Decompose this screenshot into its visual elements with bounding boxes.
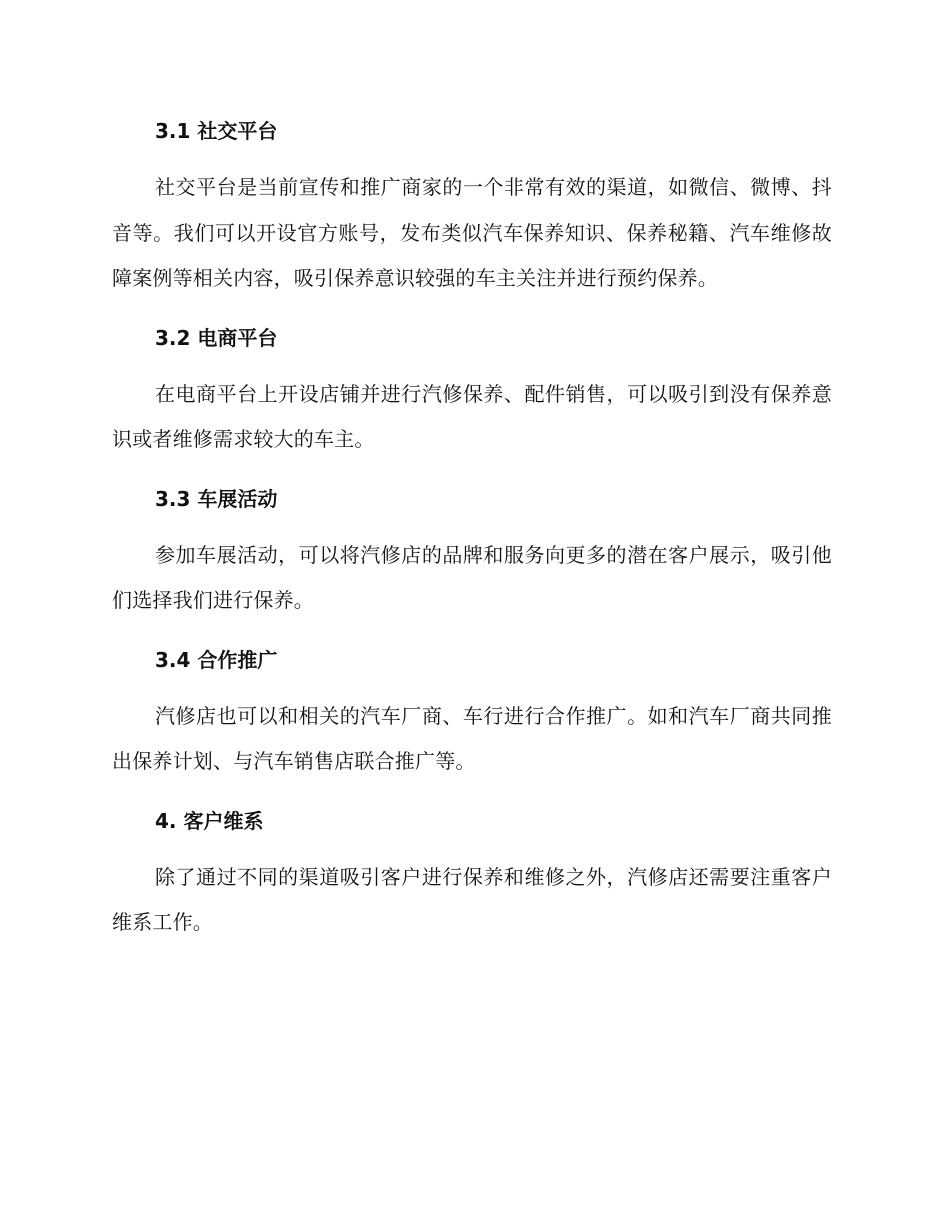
section-body-auto-show: 参加车展活动，可以将汽修店的品牌和服务向更多的潜在客户展示，吸引他们选择我们进行保养。 [112, 542, 832, 612]
section-body-customer-retention: 除了通过不同的渠道吸引客户进行保养和维修之外，汽修店还需要注重客户维系工作。 [112, 864, 832, 934]
section-heading-auto-show: 3.3 车展活动 [155, 486, 278, 511]
section-body-cooperative-promotion: 汽修店也可以和相关的汽车厂商、车行进行合作推广。如和汽车厂商共同推出保养计划、与汽车销售店联合推广等。 [112, 703, 832, 773]
document-content [112, 108, 832, 959]
section-heading-ecommerce-platform: 3.2 电商平台 [155, 325, 278, 350]
section-body-ecommerce-platform: 在电商平台上开设店铺并进行汽修保养、配件销售，可以吸引到没有保养意识或者维修需求较大的车主。 [112, 381, 832, 451]
section-heading-cooperative-promotion: 3.4 合作推广 [155, 647, 278, 672]
section-body-social-platform: 社交平台是当前宣传和推广商家的一个非常有效的渠道，如微信、微博、抖音等。我们可以开设官方账号，发布类似汽车保养知识、保养秘籍、汽车维修故障案例等相关内容，吸引保养意识较强的车主关注并进行预约保养。 [112, 175, 832, 290]
section-heading-social-platform: 3.1 社交平台 [155, 119, 278, 143]
section-heading-customer-retention: 4. 客户维系 [155, 808, 264, 833]
